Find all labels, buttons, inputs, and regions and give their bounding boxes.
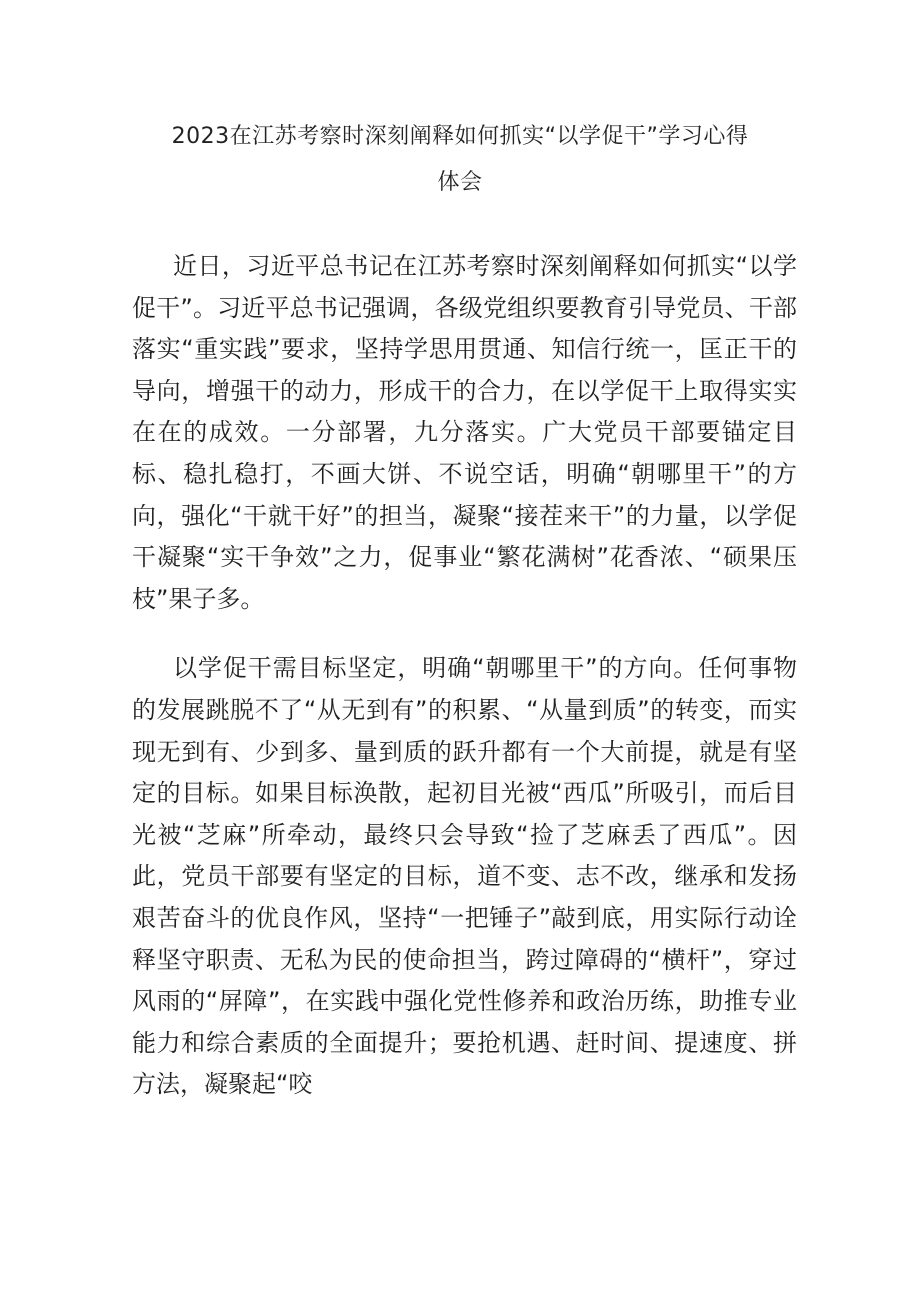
paragraph-1: 近日，习近平总书记在江苏考察时深刻阐释如何抓实“以学促干”。习近平总书记强调，各级党组织要教育引导党员、干部落实“重实践”要求，坚持学思用贯通、知信行统一，匡正干的导向，增强干的动力，形成干的合力，在以学促干上取得实实在在的成效。一分部署，九分落实。广大党员干部要锚定目标、稳扎稳打，不画大饼、不说空话，明确“朝哪里干”的方向，强化“干就干好”的担当，凝聚“接茬来干”的力量，以学促干凝聚“实干争效”之力，促事业“繁花满树”花香浓、“硕果压枝”果子多。: [132, 252, 797, 613]
title-line-1: 2023在江苏考察时深刻阐释如何抓实“以学促干”学习心得: [171, 124, 749, 149]
paragraph-2: 以学促干需目标坚定，明确“朝哪里干”的方向。任何事物的发展跳脱不了“从无到有”的积累、“从量到质”的转变，而实现无到有、少到多、量到质的跃升都有一个大前提，就是有坚定的目标。如果目标涣散，起初目光被“西瓜”所吸引，而后目光被“芝麻”所牵动，最终只会导致“捡了芝麻丢了西瓜”。因此，党员干部要有坚定的目标，道不变、志不改，继承和发扬艰苦奋斗的优良作风，坚持“一把锤子”敲到底，用实际行动诠释坚守职责、无私为民的使命担当，跨过障碍的“横杆”，穿过风雨的“屏障”，在实践中强化党性修养和政治历练，助推专业能力和综合素质的全面提升；要抢机遇、赶时间、提速度、拼方法，凝聚起“咬: [132, 654, 797, 1099]
title-line-2: 体会: [437, 170, 483, 195]
document-body: [132, 246, 797, 1134]
document-title: [100, 114, 820, 206]
